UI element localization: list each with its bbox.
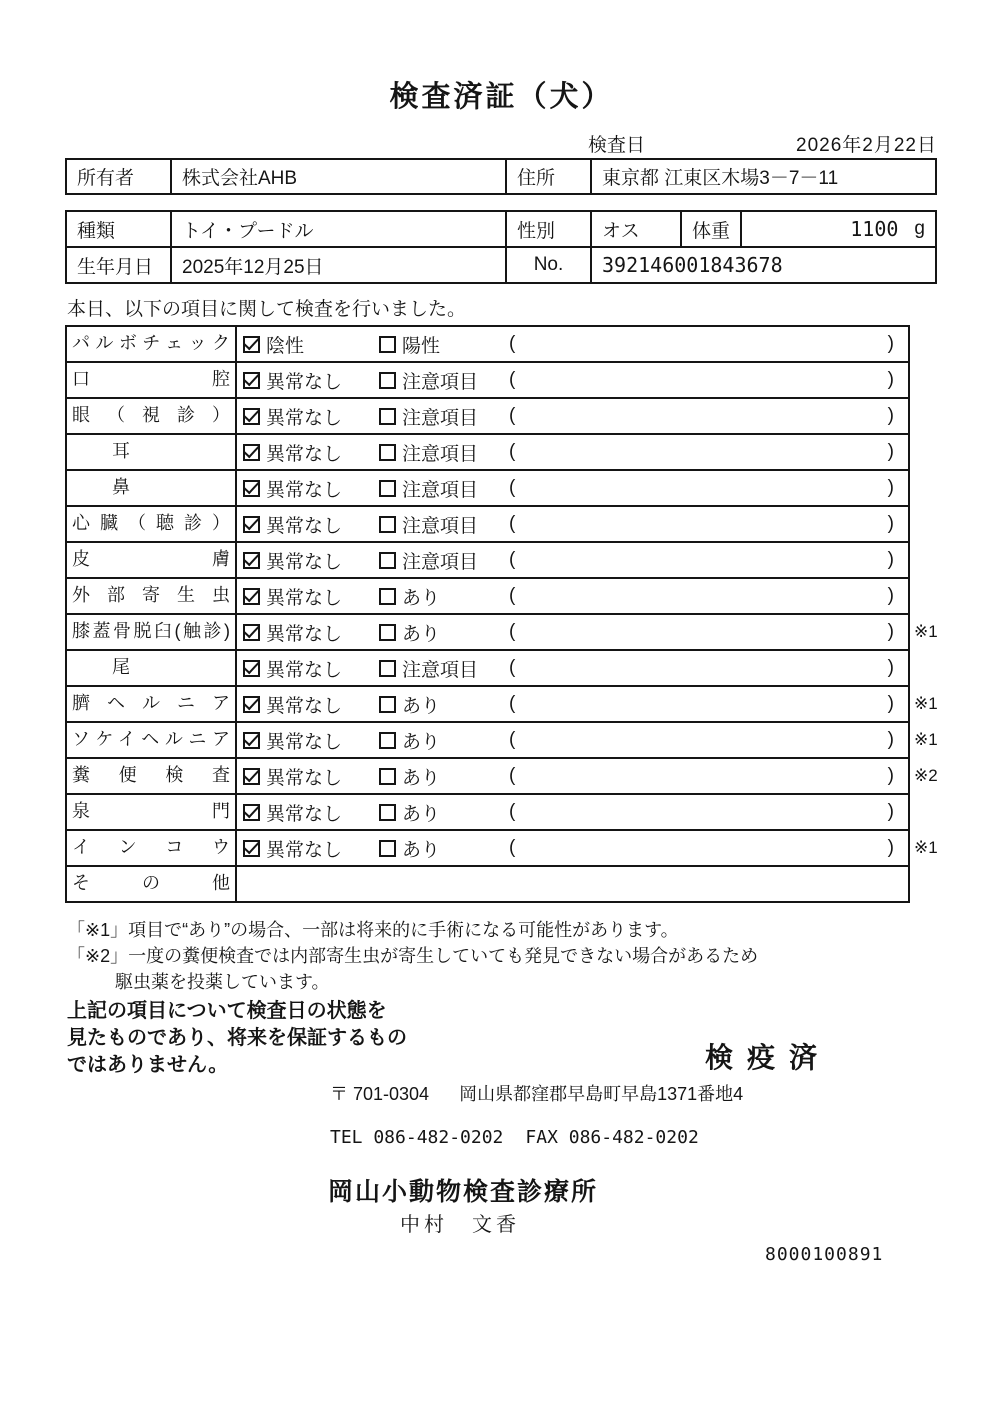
checkbox-checked-icon xyxy=(243,336,260,353)
exam-date-row xyxy=(65,130,937,157)
quarantine-stamp: 検疫済 xyxy=(705,1042,832,1073)
exam-option-1 xyxy=(237,435,373,469)
exam-item-label: 外部寄生虫 xyxy=(67,579,237,613)
exam-remarks-field xyxy=(507,543,908,577)
paren-open: ( xyxy=(509,765,516,786)
exam-opt2-label: 注意項目 xyxy=(402,407,479,429)
exam-opt2-label: あり xyxy=(402,695,441,717)
exam-date-label: 検査日 xyxy=(588,135,646,156)
exam-opt1-label: 異常なし xyxy=(266,731,343,753)
paren-open: ( xyxy=(509,477,516,498)
exam-opt2-label: 注意項目 xyxy=(402,371,479,393)
exam-item-label: 皮膚 xyxy=(67,543,237,577)
checkbox-checked-icon xyxy=(243,840,260,857)
exam-opt1-label: 異常なし xyxy=(266,767,343,789)
no-value: 392146001843678 xyxy=(602,253,783,277)
paren-open: ( xyxy=(509,369,516,390)
exam-opt2-label: あり xyxy=(402,731,441,753)
clinic-address: 岡山県都窪郡早島町早島1371番地4 xyxy=(459,1084,744,1104)
footnote-3: 駆虫薬を投薬しています。 xyxy=(115,972,330,992)
exam-option-2 xyxy=(373,831,507,865)
checkbox-checked-icon xyxy=(243,732,260,749)
exam-item-label: 口腔 xyxy=(67,363,237,397)
postal-code: 〒 701-0304 xyxy=(330,1084,430,1104)
exam-remarks-field xyxy=(507,795,908,829)
exam-option-1 xyxy=(237,363,373,397)
exam-opt1-label: 異常なし xyxy=(266,587,343,609)
exam-option-1 xyxy=(237,579,373,613)
paren-close: ) xyxy=(887,837,894,858)
exam-option-2 xyxy=(373,795,507,829)
exam-option-2 xyxy=(373,615,507,649)
paren-close: ) xyxy=(887,441,894,462)
exam-table-row xyxy=(67,327,908,363)
clinic-phone-row xyxy=(330,1127,699,1148)
exam-item-label: 泉門 xyxy=(67,795,237,829)
pet-table xyxy=(65,210,937,284)
checkbox-empty-icon xyxy=(379,372,396,389)
weight-cell xyxy=(742,212,935,246)
exam-note: ※2 xyxy=(914,766,938,785)
exam-option-2 xyxy=(373,327,507,361)
exam-table-row xyxy=(67,795,908,831)
exam-item-label: 心臓（聴診） xyxy=(67,507,237,541)
exam-remarks-field xyxy=(507,471,908,505)
exam-option-2 xyxy=(373,399,507,433)
weight-value: 1100 xyxy=(850,217,899,241)
paren-close: ) xyxy=(887,585,894,606)
exam-opt2-label: あり xyxy=(402,587,441,609)
exam-table-row xyxy=(67,759,938,795)
disclaimer-statement xyxy=(67,998,407,1079)
checkbox-checked-icon xyxy=(243,804,260,821)
exam-remarks-field xyxy=(507,651,908,685)
exam-opt1-label: 異常なし xyxy=(266,695,343,717)
exam-opt2-label: 注意項目 xyxy=(402,479,479,501)
exam-remarks-field xyxy=(507,435,908,469)
disclaimer-line-1: 上記の項目について検査日の状態を xyxy=(67,1000,387,1022)
exam-opt1-label: 異常なし xyxy=(266,623,343,645)
exam-option-2 xyxy=(373,759,507,793)
exam-item-label: 尾 xyxy=(67,651,237,685)
disclaimer-line-3: ではありません。 xyxy=(67,1054,229,1076)
exam-remarks-field xyxy=(507,363,908,397)
owner-table xyxy=(65,158,937,195)
exam-opt2-label: 注意項目 xyxy=(402,515,479,537)
footnote-2: 「※2」一度の糞便検査では内部寄生虫が寄生していても発見できない場合があるため xyxy=(67,946,759,966)
clinic-tel: TEL 086-482-0202 xyxy=(330,1127,504,1148)
exam-opt1-label: 異常なし xyxy=(266,551,343,573)
exam-option-2 xyxy=(373,687,507,721)
paren-open: ( xyxy=(509,801,516,822)
checkbox-empty-icon xyxy=(379,480,396,497)
exam-table-row xyxy=(67,831,938,867)
page-title: 検査済証（犬） xyxy=(389,81,614,113)
checkbox-checked-icon xyxy=(243,444,260,461)
exam-table-row xyxy=(67,651,908,687)
exam-remarks-field xyxy=(507,831,908,865)
exam-option-1 xyxy=(237,327,373,361)
checkbox-checked-icon xyxy=(243,624,260,641)
exam-option-2 xyxy=(373,579,507,613)
exam-item-label: ソケイヘルニア xyxy=(67,723,237,757)
birth-value: 2025年12月25日 xyxy=(172,248,507,282)
exam-opt2-label: 注意項目 xyxy=(402,659,479,681)
exam-table-row xyxy=(67,363,908,399)
paren-close: ) xyxy=(887,333,894,354)
doc-number: 8000100891 xyxy=(765,1244,884,1265)
exam-option-1 xyxy=(237,795,373,829)
exam-table-row xyxy=(67,543,908,579)
paren-close: ) xyxy=(887,513,894,534)
footnote-1: 「※1」項目で“あり”の場合、一部は将来的に手術になる可能性があります。 xyxy=(67,920,679,940)
vet-name: 中村 文香 xyxy=(400,1214,520,1236)
exam-table-row xyxy=(67,579,908,615)
exam-option-2 xyxy=(373,471,507,505)
exam-option-2 xyxy=(373,507,507,541)
paren-close: ) xyxy=(887,693,894,714)
checkbox-checked-icon xyxy=(243,696,260,713)
exam-opt2-label: あり xyxy=(402,839,441,861)
checkbox-empty-icon xyxy=(379,336,396,353)
exam-table-row xyxy=(67,435,908,471)
paren-open: ( xyxy=(509,405,516,426)
disclaimer-line-2: 見たものであり、将来を保証するもの xyxy=(67,1027,407,1049)
checkbox-empty-icon xyxy=(379,516,396,533)
paren-close: ) xyxy=(887,405,894,426)
paren-close: ) xyxy=(887,729,894,750)
checkbox-empty-icon xyxy=(379,840,396,857)
exam-opt1-label: 異常なし xyxy=(266,839,343,861)
breed-label: 種類 xyxy=(67,212,172,246)
paren-open: ( xyxy=(509,621,516,642)
exam-opt1-label: 異常なし xyxy=(266,407,343,429)
checkbox-checked-icon xyxy=(243,660,260,677)
exam-table-body xyxy=(65,325,938,903)
paren-open: ( xyxy=(509,837,516,858)
breed-value: トイ・プードル xyxy=(172,212,507,246)
birth-label: 生年月日 xyxy=(67,248,172,282)
weight-label: 体重 xyxy=(682,212,742,246)
exam-option-2 xyxy=(373,543,507,577)
exam-option-2 xyxy=(373,651,507,685)
owner-value: 株式会社AHB xyxy=(172,160,507,193)
exam-opt2-label: あり xyxy=(402,767,441,789)
paren-close: ) xyxy=(887,477,894,498)
exam-option-1 xyxy=(237,399,373,433)
owner-row xyxy=(67,160,935,193)
paren-open: ( xyxy=(509,441,516,462)
exam-note: ※1 xyxy=(914,694,938,713)
exam-opt1-label: 異常なし xyxy=(266,371,343,393)
checkbox-empty-icon xyxy=(379,624,396,641)
exam-remarks-field xyxy=(507,723,908,757)
exam-item-label: 鼻 xyxy=(67,471,237,505)
exam-option-1 xyxy=(237,543,373,577)
sex-label: 性別 xyxy=(507,212,592,246)
no-label: No. xyxy=(507,248,592,282)
exam-opt1-label: 異常なし xyxy=(266,803,343,825)
checkbox-empty-icon xyxy=(379,660,396,677)
exam-table-row xyxy=(67,723,938,759)
exam-opt2-label: 注意項目 xyxy=(402,443,479,465)
exam-item-label: インコウ xyxy=(67,831,237,865)
paren-close: ) xyxy=(887,549,894,570)
paren-open: ( xyxy=(509,729,516,750)
exam-table-row xyxy=(67,471,908,507)
clinic-fax: FAX 086-482-0202 xyxy=(525,1127,699,1148)
exam-opt2-label: あり xyxy=(402,623,441,645)
exam-option-2 xyxy=(373,435,507,469)
exam-option-1 xyxy=(237,651,373,685)
checkbox-empty-icon xyxy=(379,408,396,425)
checkbox-checked-icon xyxy=(243,516,260,533)
address-label: 住所 xyxy=(507,160,592,193)
paren-close: ) xyxy=(887,657,894,678)
clinic-postal-row xyxy=(330,1080,743,1106)
checkbox-checked-icon xyxy=(243,588,260,605)
checkbox-checked-icon xyxy=(243,768,260,785)
exam-opt2-label: あり xyxy=(402,803,441,825)
exam-opt1-label: 異常なし xyxy=(266,443,343,465)
exam-opt1-label: 陰性 xyxy=(266,335,305,357)
birth-row xyxy=(67,246,935,282)
exam-remarks-field xyxy=(507,615,908,649)
checkbox-checked-icon xyxy=(243,408,260,425)
exam-opt1-label: 異常なし xyxy=(266,515,343,537)
checkbox-checked-icon xyxy=(243,480,260,497)
paren-open: ( xyxy=(509,693,516,714)
exam-option-1 xyxy=(237,723,373,757)
paren-close: ) xyxy=(887,621,894,642)
exam-table-row xyxy=(67,399,908,435)
checkbox-empty-icon xyxy=(379,552,396,569)
paren-open: ( xyxy=(509,333,516,354)
exam-table-row xyxy=(67,507,908,543)
exam-note: ※1 xyxy=(914,730,938,749)
paren-open: ( xyxy=(509,657,516,678)
breed-row xyxy=(67,212,935,246)
checkbox-empty-icon xyxy=(379,804,396,821)
checkbox-checked-icon xyxy=(243,552,260,569)
exam-option-2 xyxy=(373,363,507,397)
exam-table-row xyxy=(67,867,908,901)
owner-label: 所有者 xyxy=(67,160,172,193)
exam-item-label: 眼（視診） xyxy=(67,399,237,433)
exam-option-1 xyxy=(237,471,373,505)
exam-opt2-label: 注意項目 xyxy=(402,551,479,573)
exam-remarks-field xyxy=(507,687,908,721)
exam-remarks-field xyxy=(507,507,908,541)
paren-open: ( xyxy=(509,513,516,534)
checkbox-empty-icon xyxy=(379,696,396,713)
exam-item-label: パルボチェック xyxy=(67,327,237,361)
exam-opt1-label: 異常なし xyxy=(266,659,343,681)
address-value: 東京都 江東区木場3－7－11 xyxy=(602,168,839,189)
intro-text: 本日、以下の項目に関して検査を行いました。 xyxy=(67,299,467,320)
checkbox-empty-icon xyxy=(379,732,396,749)
exam-option-1 xyxy=(237,615,373,649)
exam-option-1 xyxy=(237,507,373,541)
paren-close: ) xyxy=(887,765,894,786)
clinic-name: 岡山小動物検査診療所 xyxy=(328,1178,599,1206)
exam-option-2 xyxy=(373,723,507,757)
exam-item-label: その他 xyxy=(67,867,237,901)
exam-remarks-field xyxy=(507,399,908,433)
exam-remarks-field xyxy=(507,579,908,613)
exam-item-label: 耳 xyxy=(67,435,237,469)
sex-value: オス xyxy=(592,212,682,246)
exam-table-row xyxy=(67,615,938,651)
checkbox-empty-icon xyxy=(379,444,396,461)
exam-note: ※1 xyxy=(914,838,938,857)
exam-note: ※1 xyxy=(914,622,938,641)
exam-table-row xyxy=(67,687,938,723)
exam-item-label: 膝蓋骨脱臼(触診) xyxy=(67,615,237,649)
exam-remarks-field xyxy=(507,327,908,361)
paren-close: ) xyxy=(887,369,894,390)
paren-close: ) xyxy=(887,801,894,822)
checkbox-empty-icon xyxy=(379,768,396,785)
exam-remarks-field xyxy=(507,759,908,793)
checkbox-empty-icon xyxy=(379,588,396,605)
exam-item-label: 糞便検査 xyxy=(67,759,237,793)
weight-unit: g xyxy=(914,218,925,239)
paren-open: ( xyxy=(509,585,516,606)
exam-option-1 xyxy=(237,759,373,793)
exam-option-1 xyxy=(237,831,373,865)
exam-opt1-label: 異常なし xyxy=(266,479,343,501)
exam-date-value: 2026年2月22日 xyxy=(796,135,937,156)
checkbox-checked-icon xyxy=(243,372,260,389)
exam-option-1 xyxy=(237,687,373,721)
exam-item-label: 臍ヘルニア xyxy=(67,687,237,721)
exam-opt2-label: 陽性 xyxy=(402,335,441,357)
paren-open: ( xyxy=(509,549,516,570)
